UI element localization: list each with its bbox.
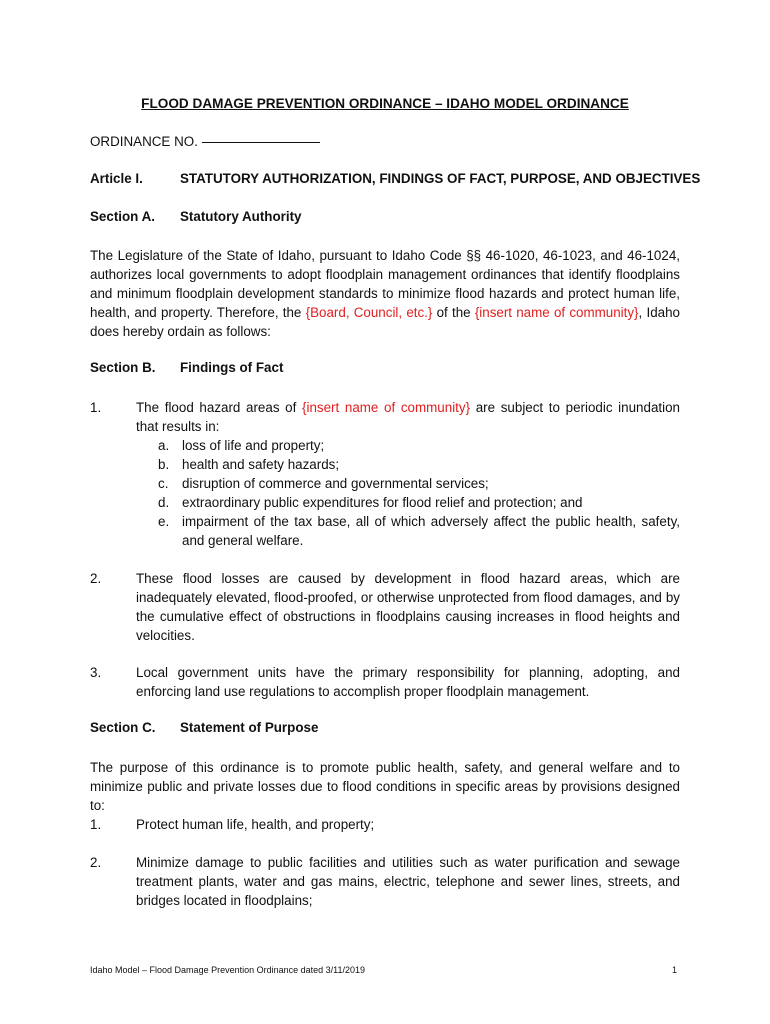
sub-text: impairment of the tax base, all of which adversely affect the public health, safety, and general welfare.	[182, 514, 680, 548]
section-c-title: Statement of Purpose	[180, 720, 319, 735]
finding-sub-b	[158, 455, 680, 474]
sub-text: loss of life and property;	[182, 438, 325, 453]
finding-3-text: Local government units have the primary responsibility for planning, adopting, and enforcing land use regulations to accomplish proper floodplain management.	[136, 665, 680, 699]
finding-1-text	[136, 398, 680, 436]
finding-1-body	[136, 398, 680, 550]
purpose-item-2	[90, 853, 680, 910]
section-b-heading	[90, 360, 283, 375]
sub-letter: a.	[158, 438, 170, 453]
section-c-intro: The purpose of this ordinance is to promote public health, safety, and general welfare and to minimize public and private losses due to flood conditions in specific areas by provisions designed to:	[90, 760, 680, 813]
article-heading	[90, 171, 700, 186]
ordinance-number-blank	[202, 142, 320, 143]
finding-2-number: 2.	[90, 571, 102, 586]
page-number: 1	[672, 965, 678, 975]
finding-item-2	[90, 569, 680, 645]
sub-text: health and safety hazards;	[182, 457, 340, 472]
finding-sub-d	[158, 493, 680, 512]
finding-item-3	[90, 663, 680, 701]
section-b-title: Findings of Fact	[180, 360, 284, 375]
finding-1-text-b: are subject to periodic inundation that results in:	[136, 400, 680, 434]
sub-text: extraordinary public expenditures for flood relief and protection; and	[182, 495, 583, 510]
sub-letter: c.	[158, 476, 169, 491]
finding-sub-a	[158, 436, 680, 455]
finding-1-text-a: The flood hazard areas of	[136, 400, 302, 415]
sub-text: disruption of commerce and governmental services;	[182, 476, 489, 491]
placeholder-board: {Board, Council, etc.}	[305, 305, 433, 320]
purpose-1-text: Protect human life, health, and property;	[136, 817, 375, 832]
finding-2-text: These flood losses are caused by development in flood hazard areas, which are inadequately elevated, flood-proofed, or otherwise unprotected from flood damages, and by the cumulative effect of obstructions in floodplains causing increases in flood heights and velocities.	[136, 571, 680, 643]
document-title: FLOOD DAMAGE PREVENTION ORDINANCE – IDAHO MODEL ORDINANCE	[141, 96, 629, 111]
section-a-paragraph	[90, 246, 680, 341]
section-b-label: Section B.	[90, 360, 156, 375]
purpose-2-text: Minimize damage to public facilities and utilities such as water purification and sewage treatment plants, water and gas mains, electric, telephone and sewer lines, streets, and bridges located in floodplains;	[136, 855, 680, 908]
section-c-heading	[90, 720, 318, 735]
ordinance-number-label: ORDINANCE NO.	[90, 134, 198, 149]
sub-letter: b.	[158, 457, 170, 472]
finding-item-1	[90, 398, 680, 550]
purpose-1-number: 1.	[90, 817, 102, 832]
section-a-text-3: , Idaho does hereby ordain as follows:	[90, 305, 680, 339]
article-label: Article I.	[90, 171, 143, 186]
section-a-label: Section A.	[90, 209, 155, 224]
purpose-2-number: 2.	[90, 855, 102, 870]
section-a-text-2: of the	[432, 305, 475, 320]
section-a-heading	[90, 209, 302, 224]
ordinance-number	[90, 134, 320, 149]
finding-sub-c	[158, 474, 680, 493]
section-a-title: Statutory Authority	[180, 209, 302, 224]
finding-3-number: 3.	[90, 665, 102, 680]
sub-letter: d.	[158, 495, 170, 510]
finding-1-number: 1.	[90, 400, 102, 415]
section-c-label: Section C.	[90, 720, 156, 735]
article-title: STATUTORY AUTHORIZATION, FINDINGS OF FACT, PURPOSE, AND OBJECTIVES	[180, 171, 701, 186]
purpose-item-1	[90, 815, 680, 834]
placeholder-community: {insert name of community}	[474, 305, 639, 320]
placeholder-community-2: {insert name of community}	[302, 400, 471, 415]
finding-sub-e	[158, 512, 680, 550]
section-a-text-1: The Legislature of the State of Idaho, pursuant to Idaho Code §§ 46-1020, 46-1023, and 46-1024, authorizes local governments to adopt floodplain management ordinances that identify floodplains and minimum floodplain development standards to minimize flood hazards and protect human life, health, and property. Therefore, the	[90, 248, 680, 320]
footer-text: Idaho Model – Flood Damage Prevention Ordinance dated 3/11/2019	[90, 965, 366, 975]
sub-letter: e.	[158, 514, 170, 529]
